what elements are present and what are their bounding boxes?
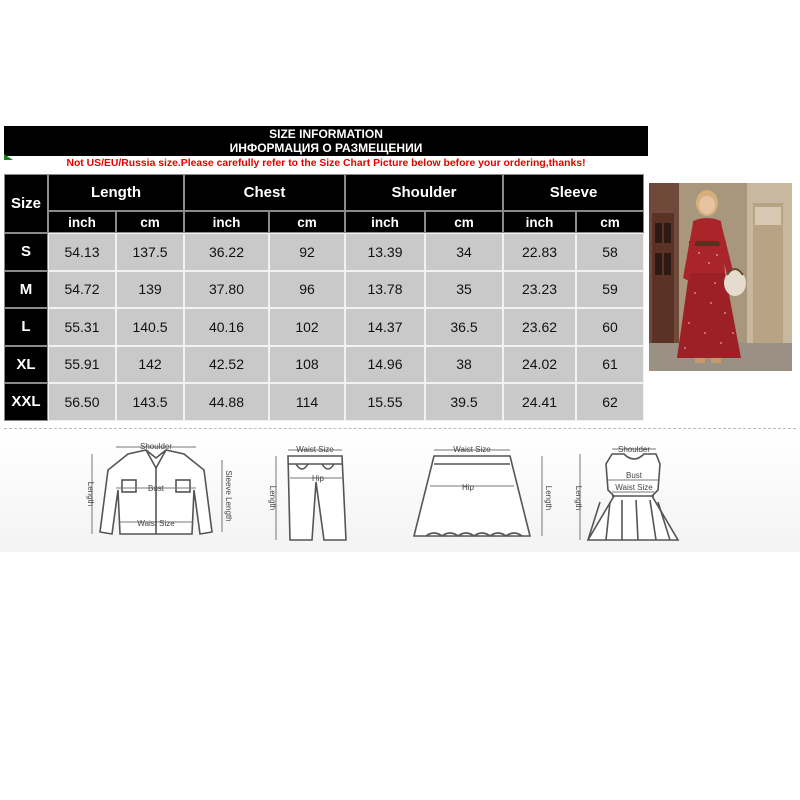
shirt-bust-label: Bust <box>147 484 165 493</box>
measurement-cell: 140.5 <box>116 308 184 346</box>
measurement-cell: 137.5 <box>116 233 184 271</box>
measurement-cell: 96 <box>269 271 345 309</box>
measurement-cell: 61 <box>576 346 644 384</box>
product-photo-red-maxi-dress <box>649 183 792 371</box>
measurement-cell: 143.5 <box>116 383 184 421</box>
unit-header-cm: cm <box>116 211 184 233</box>
measurement-cell: 13.39 <box>345 233 425 271</box>
measurement-cell: 40.16 <box>184 308 269 346</box>
measurement-cell: 24.02 <box>503 346 576 384</box>
measurement-cell: 39.5 <box>425 383 503 421</box>
skirt-waist-label: Waist Size <box>453 445 491 454</box>
measurement-cell: 35 <box>425 271 503 309</box>
measurement-cell: 60 <box>576 308 644 346</box>
dress-length-label: Length <box>574 485 583 511</box>
size-label: XXL <box>4 383 48 421</box>
size-column-header: Size <box>4 174 48 233</box>
measurement-cell: 22.83 <box>503 233 576 271</box>
measurement-cell: 23.23 <box>503 271 576 309</box>
table-row <box>4 271 644 309</box>
dress-waist-label: Waist Size <box>615 483 653 492</box>
measurement-cell: 37.80 <box>184 271 269 309</box>
shirt-measurement-diagram <box>76 440 236 550</box>
unit-header-cm: cm <box>425 211 503 233</box>
measurement-cell: 62 <box>576 383 644 421</box>
measurement-cell: 59 <box>576 271 644 309</box>
measurement-cell: 14.96 <box>345 346 425 384</box>
measurement-cell: 15.55 <box>345 383 425 421</box>
measurement-cell: 34 <box>425 233 503 271</box>
size-chart-table <box>4 174 644 421</box>
measurement-cell: 13.78 <box>345 271 425 309</box>
section-divider <box>4 428 796 429</box>
shirt-waist-label: Waist Size <box>137 519 175 528</box>
measurement-cell: 139 <box>116 271 184 309</box>
measurement-cell: 54.72 <box>48 271 116 309</box>
measurement-cell: 38 <box>425 346 503 384</box>
shirt-shoulder-label: Shoulder <box>139 442 173 451</box>
table-row <box>4 383 644 421</box>
dress-photo-illustration <box>649 183 792 371</box>
skirt-length-label: Length <box>544 485 553 511</box>
measurement-cell: 14.37 <box>345 308 425 346</box>
table-row <box>4 233 644 271</box>
size-label: S <box>4 233 48 271</box>
shirt-sleeve-label: Sleeve Length <box>224 470 233 522</box>
unit-header-inch: inch <box>184 211 269 233</box>
measurement-cell: 58 <box>576 233 644 271</box>
table-row <box>4 346 644 384</box>
size-label: M <box>4 271 48 309</box>
measurement-cell: 42.52 <box>184 346 269 384</box>
pants-hip-label: Hip <box>311 474 325 483</box>
header-title-ru: ИНФОРМАЦИЯ О РАЗМЕЩЕНИИ <box>229 141 423 155</box>
measurement-cell: 114 <box>269 383 345 421</box>
measurement-cell: 56.50 <box>48 383 116 421</box>
measurement-cell: 24.41 <box>503 383 576 421</box>
measurement-cell: 55.91 <box>48 346 116 384</box>
shirt-length-label: Length <box>86 481 95 507</box>
dress-measurement-diagram <box>566 440 706 550</box>
measurement-cell: 108 <box>269 346 345 384</box>
header-title-en: SIZE INFORMATION <box>269 127 383 141</box>
pants-measurement-diagram <box>256 440 356 550</box>
dress-shoulder-label: Shoulder <box>617 445 651 454</box>
shoulder-header: Shoulder <box>345 174 503 211</box>
chest-header: Chest <box>184 174 345 211</box>
size-notice: Not US/EU/Russia size.Please carefully refer to the Size Chart Picture below before your ordering,thanks! <box>66 158 586 169</box>
measurement-cell: 36.5 <box>425 308 503 346</box>
pants-waist-label: Waist Size <box>296 445 334 454</box>
measurement-cell: 23.62 <box>503 308 576 346</box>
skirt-hip-label: Hip <box>461 483 475 492</box>
measurement-cell: 142 <box>116 346 184 384</box>
unit-header-cm: cm <box>269 211 345 233</box>
measurement-cell: 54.13 <box>48 233 116 271</box>
table-row <box>4 308 644 346</box>
skirt-measurement-diagram <box>406 440 556 550</box>
pants-length-label: Length <box>268 485 277 511</box>
size-information-header <box>4 126 648 156</box>
size-label: L <box>4 308 48 346</box>
unit-header-inch: inch <box>48 211 116 233</box>
length-header: Length <box>48 174 184 211</box>
unit-header-inch: inch <box>345 211 425 233</box>
measurement-cell: 92 <box>269 233 345 271</box>
dress-bust-label: Bust <box>625 471 643 480</box>
unit-header-cm: cm <box>576 211 644 233</box>
measurement-cell: 55.31 <box>48 308 116 346</box>
measurement-cell: 36.22 <box>184 233 269 271</box>
unit-header-inch: inch <box>503 211 576 233</box>
sleeve-header: Sleeve <box>503 174 644 211</box>
measurement-cell: 44.88 <box>184 383 269 421</box>
size-label: XL <box>4 346 48 384</box>
measurement-cell: 102 <box>269 308 345 346</box>
